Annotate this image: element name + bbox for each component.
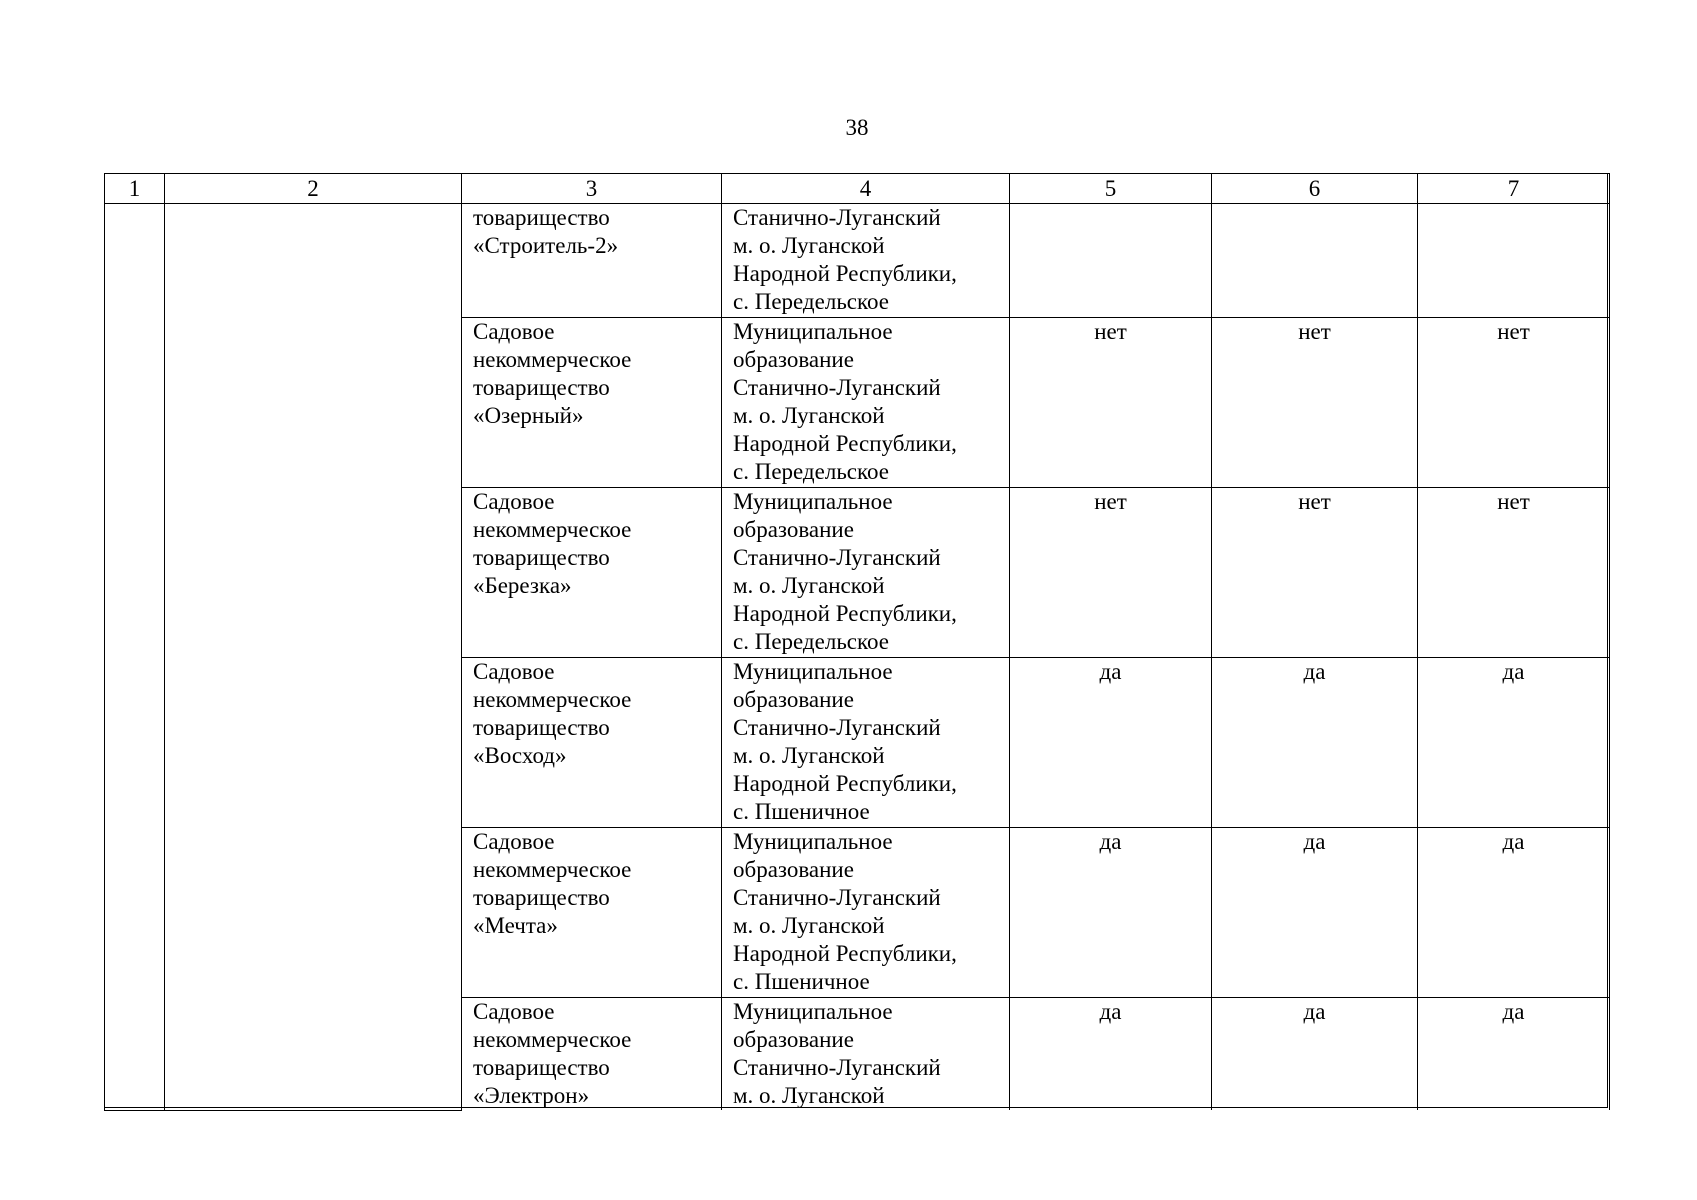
location-cell — [722, 488, 1010, 658]
value-cell-5: нет — [1010, 488, 1212, 658]
location-cell — [722, 998, 1010, 1111]
organization-name-line: «Восход» — [473, 743, 567, 768]
value-cell-5 — [1010, 204, 1212, 318]
data-table — [104, 173, 1610, 1111]
organization-name-line: товарищество — [473, 715, 610, 740]
header-cell-1: 1 — [105, 174, 165, 204]
organization-name-cell — [462, 998, 722, 1111]
location-line: м. о. Луганской — [733, 1083, 885, 1108]
location-line: Станично-Луганский — [733, 545, 941, 570]
table-row — [105, 204, 1610, 318]
value-cell-7: да — [1418, 998, 1610, 1111]
location-line: Народной Республики, — [733, 601, 957, 626]
header-cell-5: 5 — [1010, 174, 1212, 204]
organization-name-line: Садовое — [473, 829, 555, 854]
location-line: с. Передельское — [733, 459, 890, 484]
location-line: с. Пшеничное — [733, 799, 870, 824]
value-cell-5: да — [1010, 998, 1212, 1111]
organization-name-line: некоммерческое — [473, 1027, 632, 1052]
location-line: Станично-Луганский — [733, 1055, 941, 1080]
value-cell-7: нет — [1418, 488, 1610, 658]
column-1-merged-cell — [105, 204, 165, 1111]
page-number: 38 — [845, 115, 869, 140]
location-line: м. о. Луганской — [733, 743, 885, 768]
location-line: образование — [733, 857, 854, 882]
value-cell-7: да — [1418, 828, 1610, 998]
organization-name-line: «Мечта» — [473, 913, 558, 938]
location-line: образование — [733, 687, 854, 712]
organization-name-line: товарищество — [473, 205, 610, 230]
location-line: м. о. Луганской — [733, 913, 885, 938]
location-line: Станично-Луганский — [733, 205, 941, 230]
organization-name-line: товарищество — [473, 545, 610, 570]
organization-name-line: некоммерческое — [473, 347, 632, 372]
organization-name-line: некоммерческое — [473, 857, 632, 882]
value-cell-5: да — [1010, 828, 1212, 998]
location-cell — [722, 658, 1010, 828]
location-line: Станично-Луганский — [733, 375, 941, 400]
location-line: с. Передельское — [733, 629, 890, 654]
organization-name-line: товарищество — [473, 375, 610, 400]
location-line: Муниципальное — [733, 999, 893, 1024]
organization-name-cell — [462, 828, 722, 998]
location-line: Муниципальное — [733, 829, 893, 854]
organization-name-line: некоммерческое — [473, 687, 632, 712]
organization-name-line: Садовое — [473, 489, 555, 514]
value-cell-6: нет — [1212, 318, 1418, 488]
location-line: образование — [733, 1027, 854, 1052]
header-cell-4: 4 — [722, 174, 1010, 204]
location-line: Муниципальное — [733, 489, 893, 514]
organization-name-line: «Строитель-2» — [473, 233, 619, 258]
header-cell-6: 6 — [1212, 174, 1418, 204]
header-row — [105, 174, 1610, 204]
location-line: Станично-Луганский — [733, 885, 941, 910]
value-cell-6: да — [1212, 998, 1418, 1111]
column-2-merged-cell — [165, 204, 462, 1111]
location-line: Народной Республики, — [733, 261, 957, 286]
location-line: м. о. Луганской — [733, 233, 885, 258]
header-cell-2: 2 — [165, 174, 462, 204]
location-cell — [722, 828, 1010, 998]
location-line: Станично-Луганский — [733, 715, 941, 740]
value-cell-7: да — [1418, 658, 1610, 828]
table-body — [105, 204, 1610, 1111]
location-line: Муниципальное — [733, 659, 893, 684]
organization-name-line: «Электрон» — [473, 1083, 590, 1108]
value-cell-7 — [1418, 204, 1610, 318]
location-line: с. Передельское — [733, 289, 890, 314]
organization-name-line: «Березка» — [473, 573, 572, 598]
location-line: Народной Республики, — [733, 771, 957, 796]
location-cell — [722, 204, 1010, 318]
organization-name-cell — [462, 318, 722, 488]
organization-name-line: Садовое — [473, 319, 555, 344]
location-line: Народной Республики, — [733, 941, 957, 966]
value-cell-7: нет — [1418, 318, 1610, 488]
organization-name-cell — [462, 488, 722, 658]
value-cell-5: да — [1010, 658, 1212, 828]
location-line: образование — [733, 517, 854, 542]
value-cell-6: да — [1212, 828, 1418, 998]
organization-name-line: товарищество — [473, 1055, 610, 1080]
value-cell-6: да — [1212, 658, 1418, 828]
organization-name-cell — [462, 204, 722, 318]
location-cell — [722, 318, 1010, 488]
location-line: с. Пшеничное — [733, 969, 870, 994]
value-cell-6 — [1212, 204, 1418, 318]
location-line: м. о. Луганской — [733, 573, 885, 598]
location-line: Народной Республики, — [733, 431, 957, 456]
organization-name-line: товарищество — [473, 885, 610, 910]
value-cell-6: нет — [1212, 488, 1418, 658]
organization-name-line: Садовое — [473, 659, 555, 684]
location-line: образование — [733, 347, 854, 372]
header-cell-3: 3 — [462, 174, 722, 204]
value-cell-5: нет — [1010, 318, 1212, 488]
location-line: м. о. Луганской — [733, 403, 885, 428]
header-cell-7: 7 — [1418, 174, 1610, 204]
organization-name-line: Садовое — [473, 999, 555, 1024]
organization-name-cell — [462, 658, 722, 828]
location-line: Муниципальное — [733, 319, 893, 344]
organization-name-line: «Озерный» — [473, 403, 584, 428]
organization-name-line: некоммерческое — [473, 517, 632, 542]
